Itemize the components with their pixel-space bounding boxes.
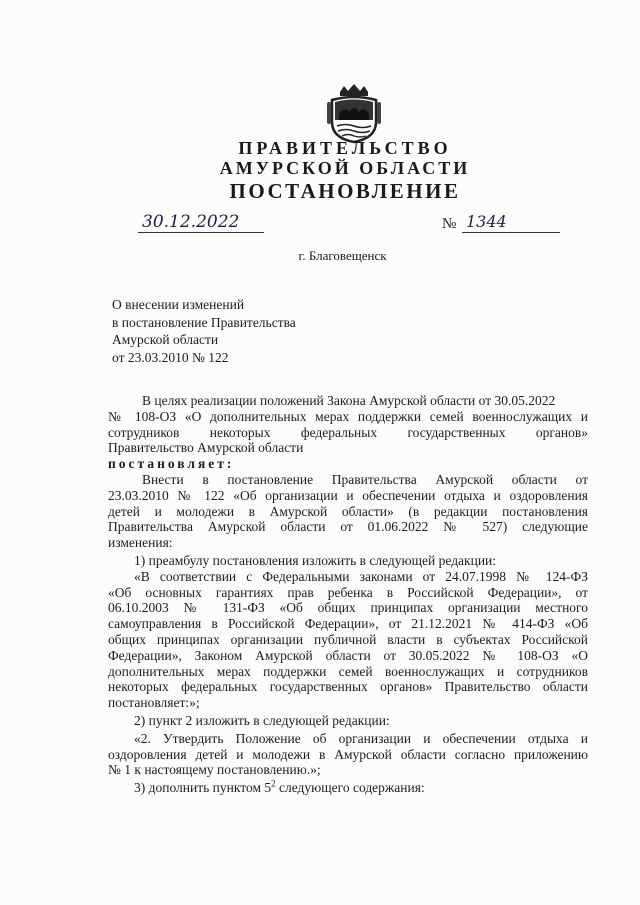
body-line: 23.03.2010 № 122 «Об организации и обеспечении отдыха и оздоровления [108, 487, 588, 503]
subject-line: в постановление Правительства [112, 314, 296, 330]
subject-line: от 23.03.2010 № 122 [112, 349, 229, 365]
body-line: № 108-ОЗ «О дополнительных мерах поддержки семей военнослужащих и [108, 408, 588, 424]
subject-line: О внесении изменений [112, 297, 245, 312]
body-line: «2. Утвердить Положение об организации и обеспечении отдыха и [134, 730, 588, 746]
decree-keyword: постановляет: [108, 456, 235, 472]
body-line: оздоровления детей и молодежи в Амурской области согласно приложению [108, 746, 588, 762]
amendment-item-1: 1) преамбулу постановления изложить в следующей редакции: [134, 552, 497, 568]
government-title: ПРАВИТЕЛЬСТВО [238, 138, 452, 158]
document-date: 30.12.2022 [138, 211, 264, 233]
body-line: 06.10.2003 № 131-ФЗ «Об общих принципах организации местного [108, 600, 588, 616]
body-line: дополнительных мерах поддержки семей военнослужащих и сотрудников [108, 663, 588, 679]
body-line: некоторых федеральных государственных органов» Правительство области [108, 679, 588, 695]
body-line: В целях реализации положений Закона Амурской области от 30.05.2022 [142, 393, 556, 408]
body-line: сотрудников некоторых федеральных государственных органов» [108, 424, 588, 440]
body-line: Внести в постановление Правительства Амурской области от [142, 471, 588, 487]
body-line: самоуправления в Российской Федерации», от 21.12.2021 № 414-ФЗ «Об [108, 616, 588, 632]
subject-line: Амурской области [112, 332, 219, 347]
amendment-item-2: 2) пункт 2 изложить в следующей редакции: [134, 712, 390, 728]
body-line: «В соответствии с Федеральными законами от 24.07.1998 № 124-ФЗ [134, 568, 588, 584]
body-line: детей и молодежи в Амурской области» (в редакции постановления [108, 503, 588, 519]
document-body [108, 393, 588, 796]
document-subject [112, 296, 296, 366]
body-line: изменения: [108, 535, 173, 551]
body-line: Правительства Амурской области от 01.06.2022 № 527) следующие [108, 519, 588, 535]
region-title: АМУРСКОЙ ОБЛАСТИ [219, 158, 471, 178]
document-type-title: ПОСТАНОВЛЕНИЕ [229, 179, 461, 203]
number-sign: № [442, 216, 457, 232]
item-3-superscript: 2 [271, 778, 276, 789]
item-3-text-end: следующего содержания: [275, 780, 425, 796]
city-line: г. Благовещенск [298, 248, 387, 263]
body-line: постановляет:»; [108, 695, 200, 711]
body-line: Федерации», Законом Амурской области от 30.05.2022 № 108-ОЗ «О [108, 647, 588, 663]
body-line: № 1 к настоящему постановлению.»; [108, 762, 321, 778]
amendment-item-3 [108, 780, 588, 796]
document-number: 1344 [462, 211, 560, 233]
amur-coat-of-arms-icon [326, 82, 382, 144]
body-line: Правительство Амурской области [108, 440, 304, 456]
item-3-text: 3) дополнить пунктом 5 [134, 780, 272, 796]
body-line: «Об основных гарантиях прав ребенка в Российской Федерации», от [108, 584, 588, 600]
body-line: общих принципах организации публичной власти в субъектах Российской [108, 631, 588, 647]
